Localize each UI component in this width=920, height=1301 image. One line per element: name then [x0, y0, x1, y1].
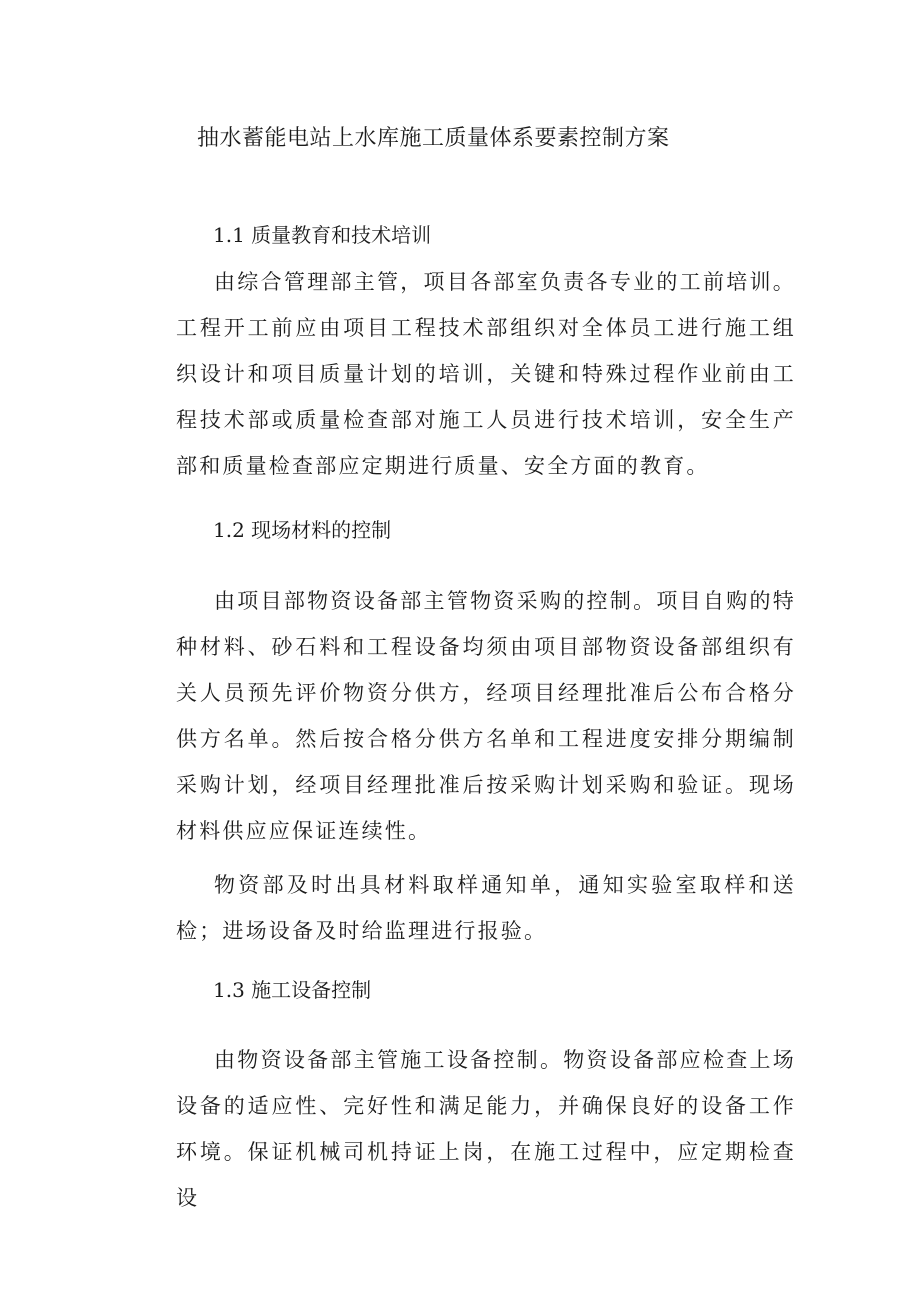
section-heading-1-3: 1.3 施工设备控制 [213, 978, 372, 1002]
document-title: 抽水蓄能电站上水库施工质量体系要素控制方案 [197, 126, 670, 151]
section-1-2-paragraph-2: 物资部及时出具材料取样通知单，通知实验室取样和送检；进场设备及时给监理进行报验。 [176, 873, 796, 943]
section-1-2-paragraph-1: 由项目部物资设备部主管物资采购的控制。项目自购的特种材料、砂石料和工程设备均须由项目部物资设备部组织有关人员预先评价物资分供方，经项目经理批准后公布合格分供方名单。然后按合格分供方名单和工程进度安排分期编制采购计划，经项目经理批准后按采购计划采购和验证。现场材料供应应保证连续性。 [176, 589, 796, 843]
section-1-1-paragraph-1: 由综合管理部主管，项目各部室负责各专业的工前培训。工程开工前应由项目工程技术部组织对全体员工进行施工组织设计和项目质量计划的培训，关键和特殊过程作业前由工程技术部或质量检查部对施工人员进行技术培训，安全生产部和质量检查部应定期进行质量、安全方面的教育。 [176, 270, 796, 478]
section-heading-1-2: 1.2 现场材料的控制 [213, 518, 392, 542]
section-heading-1-1: 1.1 质量教育和技术培训 [213, 223, 432, 247]
section-1-3-paragraph-1: 由物资设备部主管施工设备控制。物资设备部应检查上场设备的适应性、完好性和满足能力，并确保良好的设备工作环境。保证机械司机持证上岗，在施工过程中，应定期检查设 [176, 1048, 796, 1210]
